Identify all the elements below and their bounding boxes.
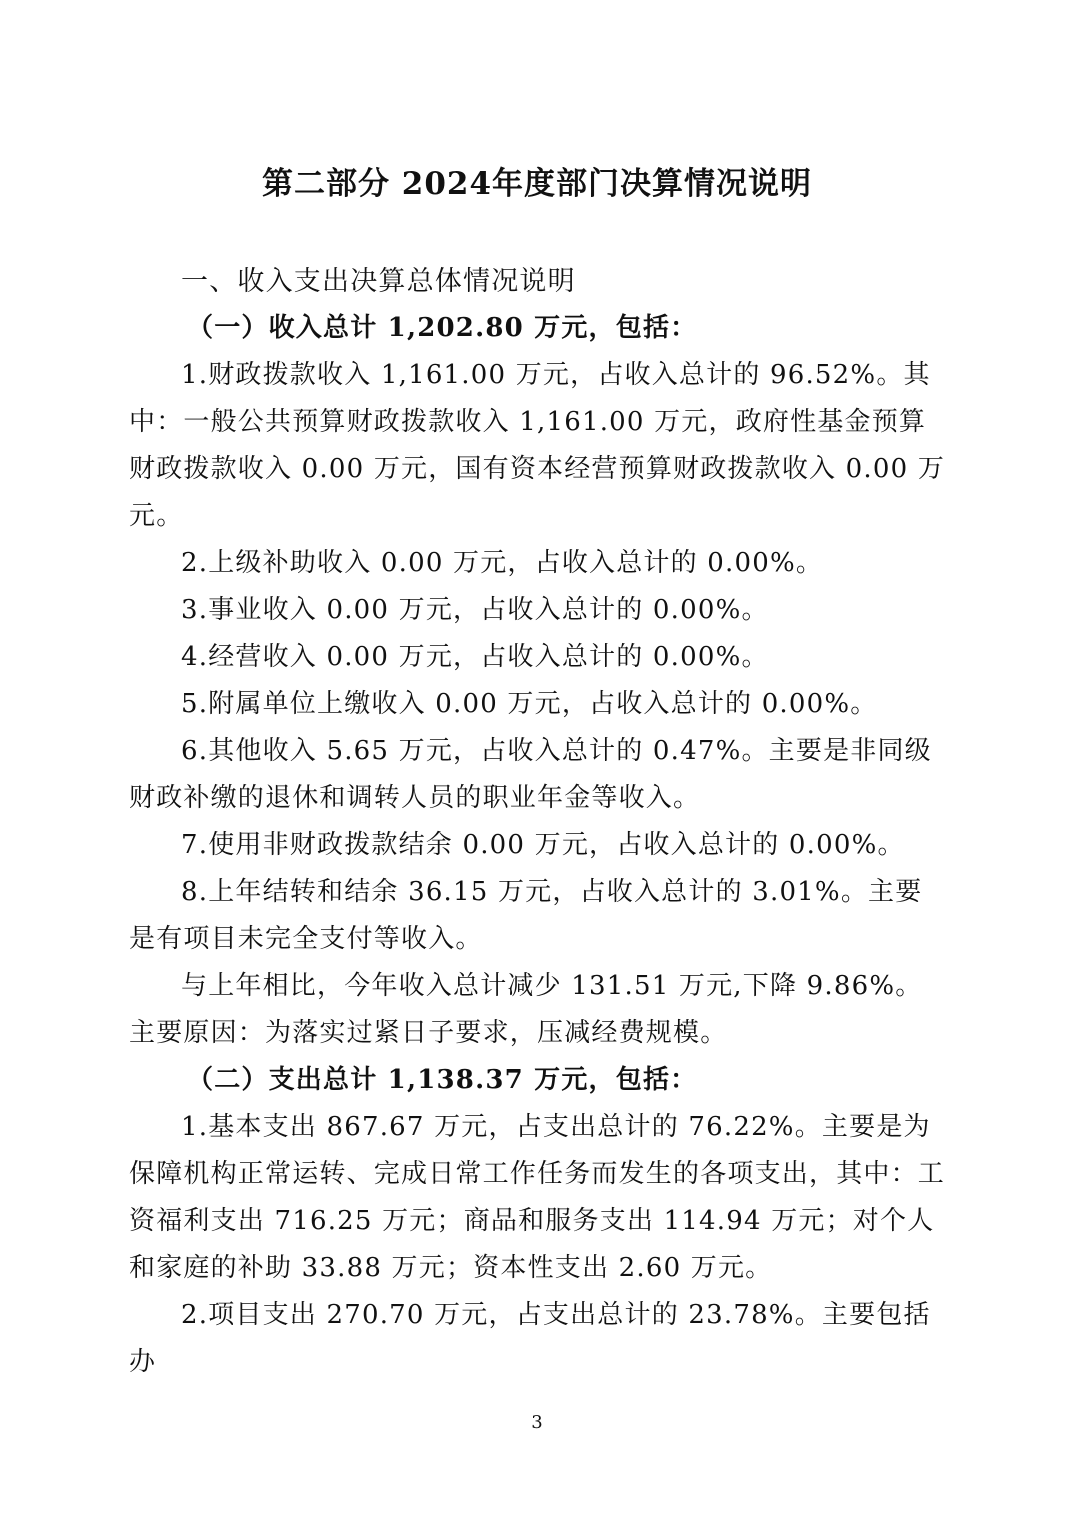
income-item: 4.经营收入 0.00 万元，占收入总计的 0.00%。 [181, 642, 769, 672]
expense-item: 2.项目支出 270.70 万元，占支出总计的 23.78%。主要包括办 [129, 1300, 931, 1377]
income-item: 5.附属单位上缴收入 0.00 万元，占收入总计的 0.00%。 [181, 689, 878, 719]
section-heading: 一、收入支出决算总体情况说明 [181, 266, 576, 297]
document-body [129, 258, 949, 1386]
page-title: 第二部分 2024年度部门决算情况说明 [261, 166, 813, 202]
expense-item: 1.基本支出 867.67 万元，占支出总计的 76.22%。主要是为保障机构正常运转、完成日常工作任务而发生的各项支出，其中：工资福利支出 716.25 万元；商品和服务支出 114.94 万元；对个人和家庭的补助 33.88 万元；资本性支出 2.60 万元。 [129, 1112, 946, 1283]
income-item: 1.财政拨款收入 1,161.00 万元，占收入总计的 96.52%。其中：一般公共预算财政拨款收入 1,161.00 万元，政府性基金预算财政拨款收入 0.00 万元，国有资本经营预算财政拨款收入 0.00 万元。 [129, 360, 946, 531]
income-heading: （一）收入总计 1,202.80 万元，包括： [187, 313, 698, 343]
page-number: 3 [531, 1412, 543, 1433]
income-item: 3.事业收入 0.00 万元，占收入总计的 0.00%。 [181, 595, 769, 625]
income-item: 8.上年结转和结余 36.15 万元，占收入总计的 3.01%。主要是有项目未完全支付等收入。 [129, 877, 923, 954]
income-item: 7.使用非财政拨款结余 0.00 万元，占收入总计的 0.00%。 [181, 830, 905, 860]
expense-heading: （二）支出总计 1,138.37 万元，包括： [187, 1065, 698, 1095]
income-comparison: 与上年相比，今年收入总计减少 131.51 万元,下降 9.86%。主要原因：为落实过紧日子要求，压减经费规模。 [129, 971, 923, 1048]
income-item: 2.上级补助收入 0.00 万元，占收入总计的 0.00%。 [181, 548, 824, 578]
income-item: 6.其他收入 5.65 万元，占收入总计的 0.47%。主要是非同级财政补缴的退休和调转人员的职业年金等收入。 [129, 736, 932, 813]
